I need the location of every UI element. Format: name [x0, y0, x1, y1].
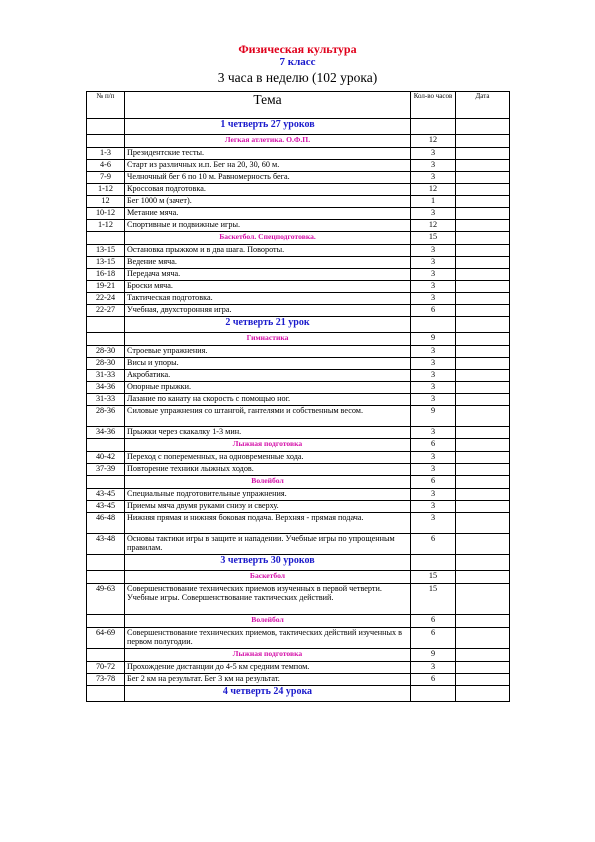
row-hours-cell: 6: [411, 305, 456, 317]
row-topic-cell: Ведение мяча.: [125, 257, 411, 269]
row-number-cell: 31-33: [87, 370, 125, 382]
table-row: [87, 257, 510, 269]
row-number-cell: 49-63: [87, 584, 125, 615]
table-row: [87, 452, 510, 464]
section-label: Баскетбол: [125, 571, 411, 584]
row-date-cell: [456, 135, 510, 148]
row-date-cell: [456, 439, 510, 452]
table-row: [87, 172, 510, 184]
row-date-cell: [456, 394, 510, 406]
col-header-date: Дата: [456, 92, 510, 119]
quarter-label: 2 четверть 21 урок: [125, 317, 411, 333]
row-date-cell: [456, 333, 510, 346]
row-number-cell: 22-27: [87, 305, 125, 317]
row-number-cell: [87, 476, 125, 489]
quarter-label: 3 четверть 30 уроков: [125, 555, 411, 571]
row-number-cell: 12: [87, 196, 125, 208]
row-topic-cell: Совершенствование технических приемов изученных в первой четверти. Учебные игры. Совершенствование тактических действий.: [125, 584, 411, 615]
row-number-cell: 22-24: [87, 293, 125, 305]
col-header-number: № п/п: [87, 92, 125, 119]
row-hours-cell: 3: [411, 245, 456, 257]
row-hours-cell: 3: [411, 358, 456, 370]
row-number-cell: 43-45: [87, 501, 125, 513]
row-date-cell: [456, 172, 510, 184]
row-hours-cell: 9: [411, 333, 456, 346]
quarter-row: [87, 555, 510, 571]
quarter-label: 4 четверть 24 урока: [125, 686, 411, 702]
row-hours-cell: 6: [411, 534, 456, 555]
row-number-cell: 34-36: [87, 427, 125, 439]
section-row: [87, 439, 510, 452]
row-hours-cell: [411, 686, 456, 702]
row-hours-cell: 12: [411, 184, 456, 196]
row-date-cell: [456, 257, 510, 269]
section-label: Гимнастика: [125, 333, 411, 346]
table-row: [87, 489, 510, 501]
row-topic-cell: Передача мяча.: [125, 269, 411, 281]
row-hours-cell: 3: [411, 160, 456, 172]
row-hours-cell: 3: [411, 269, 456, 281]
row-topic-cell: Опорные прыжки.: [125, 382, 411, 394]
row-hours-cell: 12: [411, 135, 456, 148]
table-body: [87, 119, 510, 702]
row-date-cell: [456, 662, 510, 674]
section-row: [87, 615, 510, 628]
table-row: [87, 208, 510, 220]
table-row: [87, 406, 510, 427]
curriculum-table: [86, 91, 510, 702]
row-topic-cell: Учебная, двухсторонняя игра.: [125, 305, 411, 317]
table-row: [87, 160, 510, 172]
table-row: [87, 501, 510, 513]
row-hours-cell: 3: [411, 427, 456, 439]
row-number-cell: 40-42: [87, 452, 125, 464]
row-date-cell: [456, 148, 510, 160]
row-date-cell: [456, 649, 510, 662]
table-row: [87, 674, 510, 686]
row-date-cell: [456, 464, 510, 476]
row-number-cell: 70-72: [87, 662, 125, 674]
table-row: [87, 382, 510, 394]
row-number-cell: 28-30: [87, 358, 125, 370]
row-hours-cell: 3: [411, 382, 456, 394]
section-label: Волейбол: [125, 476, 411, 489]
row-number-cell: [87, 333, 125, 346]
section-row: [87, 232, 510, 245]
row-topic-cell: Нижняя прямая и нижняя боковая подача. Верхняя - прямая подача.: [125, 513, 411, 534]
table-row: [87, 513, 510, 534]
row-date-cell: [456, 584, 510, 615]
row-hours-cell: 3: [411, 394, 456, 406]
row-topic-cell: Бег 2 км на результат. Бег 3 км на результат.: [125, 674, 411, 686]
row-date-cell: [456, 293, 510, 305]
row-date-cell: [456, 476, 510, 489]
row-date-cell: [456, 281, 510, 293]
row-number-cell: 28-30: [87, 346, 125, 358]
row-number-cell: 28-36: [87, 406, 125, 427]
row-date-cell: [456, 208, 510, 220]
row-topic-cell: Приемы мяча двумя руками снизу и сверху.: [125, 501, 411, 513]
row-date-cell: [456, 555, 510, 571]
table-row: [87, 245, 510, 257]
row-topic-cell: Повторение техники лыжных ходов.: [125, 464, 411, 476]
row-number-cell: [87, 555, 125, 571]
row-number-cell: [87, 232, 125, 245]
row-hours-cell: 6: [411, 615, 456, 628]
row-number-cell: 10-12: [87, 208, 125, 220]
row-date-cell: [456, 160, 510, 172]
row-topic-cell: Силовые упражнения со штангой, гантелями и собственным весом.: [125, 406, 411, 427]
row-date-cell: [456, 220, 510, 232]
quarter-row: [87, 317, 510, 333]
row-date-cell: [456, 615, 510, 628]
table-row: [87, 269, 510, 281]
row-number-cell: [87, 119, 125, 135]
table-row: [87, 534, 510, 555]
row-date-cell: [456, 184, 510, 196]
row-number-cell: 4-6: [87, 160, 125, 172]
row-number-cell: 1-12: [87, 184, 125, 196]
row-hours-cell: 15: [411, 571, 456, 584]
row-number-cell: [87, 649, 125, 662]
subject-title: Физическая культура: [238, 42, 357, 56]
row-number-cell: 31-33: [87, 394, 125, 406]
row-date-cell: [456, 489, 510, 501]
row-date-cell: [456, 305, 510, 317]
table-row: [87, 293, 510, 305]
row-number-cell: 1-12: [87, 220, 125, 232]
row-hours-cell: 12: [411, 220, 456, 232]
row-topic-cell: Прыжки через скакалку 1-3 мин.: [125, 427, 411, 439]
row-number-cell: 13-15: [87, 257, 125, 269]
quarter-label: 1 четверть 27 уроков: [125, 119, 411, 135]
row-hours-cell: 1: [411, 196, 456, 208]
row-topic-cell: Броски мяча.: [125, 281, 411, 293]
section-row: [87, 571, 510, 584]
section-label: Лыжная подготовка: [125, 649, 411, 662]
row-date-cell: [456, 674, 510, 686]
row-date-cell: [456, 382, 510, 394]
row-date-cell: [456, 269, 510, 281]
row-date-cell: [456, 232, 510, 245]
row-topic-cell: Метание мяча.: [125, 208, 411, 220]
table-row: [87, 370, 510, 382]
row-topic-cell: Президентские тесты.: [125, 148, 411, 160]
row-date-cell: [456, 427, 510, 439]
document-header: [0, 42, 595, 85]
row-number-cell: 73-78: [87, 674, 125, 686]
quarter-row: [87, 686, 510, 702]
row-date-cell: [456, 119, 510, 135]
section-row: [87, 476, 510, 489]
row-number-cell: 7-9: [87, 172, 125, 184]
row-topic-cell: Переход с попеременных, на одновременные хода.: [125, 452, 411, 464]
row-number-cell: 37-39: [87, 464, 125, 476]
row-hours-cell: 9: [411, 406, 456, 427]
row-topic-cell: Кроссовая подготовка.: [125, 184, 411, 196]
row-date-cell: [456, 452, 510, 464]
row-number-cell: [87, 439, 125, 452]
row-topic-cell: Специальные подготовительные упражнения.: [125, 489, 411, 501]
row-hours-cell: 3: [411, 208, 456, 220]
row-number-cell: [87, 135, 125, 148]
table-row: [87, 358, 510, 370]
col-header-topic: Тема: [125, 92, 411, 119]
row-number-cell: 43-45: [87, 489, 125, 501]
row-number-cell: 64-69: [87, 628, 125, 649]
row-hours-cell: 3: [411, 346, 456, 358]
quarter-row: [87, 119, 510, 135]
row-date-cell: [456, 358, 510, 370]
row-hours-cell: [411, 119, 456, 135]
row-topic-cell: Строевые упражнения.: [125, 346, 411, 358]
row-date-cell: [456, 196, 510, 208]
row-hours-cell: 3: [411, 293, 456, 305]
table-row: [87, 394, 510, 406]
row-date-cell: [456, 501, 510, 513]
hours-title: 3 часа в неделю (102 урока): [217, 70, 378, 85]
grade-title: 7 класс: [279, 56, 316, 68]
row-hours-cell: 15: [411, 584, 456, 615]
table-row: [87, 305, 510, 317]
row-topic-cell: Основы тактики игры в защите и нападении. Учебные игры по упрощенным правилам.: [125, 534, 411, 555]
row-hours-cell: 3: [411, 464, 456, 476]
row-date-cell: [456, 534, 510, 555]
row-hours-cell: 3: [411, 489, 456, 501]
section-label: Лыжная подготовка: [125, 439, 411, 452]
row-hours-cell: 3: [411, 501, 456, 513]
row-date-cell: [456, 346, 510, 358]
row-hours-cell: 6: [411, 439, 456, 452]
row-topic-cell: Акробатика.: [125, 370, 411, 382]
section-row: [87, 135, 510, 148]
table-row: [87, 464, 510, 476]
row-topic-cell: Бег 1000 м (зачет).: [125, 196, 411, 208]
table-row: [87, 584, 510, 615]
row-hours-cell: 3: [411, 172, 456, 184]
row-number-cell: 43-48: [87, 534, 125, 555]
row-hours-cell: 3: [411, 662, 456, 674]
row-number-cell: 16-18: [87, 269, 125, 281]
table-row: [87, 281, 510, 293]
row-date-cell: [456, 513, 510, 534]
row-hours-cell: [411, 555, 456, 571]
row-date-cell: [456, 628, 510, 649]
section-label: Легкая атлетика. О.Ф.П.: [125, 135, 411, 148]
section-row: [87, 649, 510, 662]
row-hours-cell: 6: [411, 628, 456, 649]
row-hours-cell: 3: [411, 281, 456, 293]
table-row: [87, 148, 510, 160]
row-number-cell: [87, 615, 125, 628]
row-number-cell: 34-36: [87, 382, 125, 394]
table-row: [87, 662, 510, 674]
row-hours-cell: 6: [411, 476, 456, 489]
row-topic-cell: Прохождение дистанции до 4-5 км средним темпом.: [125, 662, 411, 674]
row-date-cell: [456, 571, 510, 584]
section-label: Волейбол: [125, 615, 411, 628]
row-hours-cell: 15: [411, 232, 456, 245]
row-topic-cell: Старт из различных и.п. Бег на 20, 30, 60 м.: [125, 160, 411, 172]
table-header-row: [87, 92, 510, 119]
row-date-cell: [456, 245, 510, 257]
table-row: [87, 346, 510, 358]
col-header-hours: Кол-во часов: [411, 92, 456, 119]
row-topic-cell: Остановка прыжком и в два шага. Повороты.: [125, 245, 411, 257]
row-hours-cell: 6: [411, 674, 456, 686]
row-date-cell: [456, 406, 510, 427]
section-row: [87, 333, 510, 346]
row-topic-cell: Тактическая подготовка.: [125, 293, 411, 305]
table-row: [87, 196, 510, 208]
row-topic-cell: Совершенствование технических приемов, тактических действий изученных в первом полугодии.: [125, 628, 411, 649]
table-row: [87, 628, 510, 649]
row-date-cell: [456, 686, 510, 702]
row-topic-cell: Спортивные и подвижные игры.: [125, 220, 411, 232]
row-number-cell: 1-3: [87, 148, 125, 160]
row-hours-cell: 3: [411, 148, 456, 160]
row-hours-cell: [411, 317, 456, 333]
row-hours-cell: 3: [411, 452, 456, 464]
row-hours-cell: 9: [411, 649, 456, 662]
row-topic-cell: Лазание по канату на скорость с помощью ног.: [125, 394, 411, 406]
row-date-cell: [456, 317, 510, 333]
row-hours-cell: 3: [411, 257, 456, 269]
row-date-cell: [456, 370, 510, 382]
row-topic-cell: Висы и упоры.: [125, 358, 411, 370]
row-number-cell: 46-48: [87, 513, 125, 534]
row-number-cell: [87, 571, 125, 584]
table-row: [87, 220, 510, 232]
table-row: [87, 427, 510, 439]
section-label: Баскетбол. Спецподготовка.: [125, 232, 411, 245]
row-number-cell: 19-21: [87, 281, 125, 293]
row-number-cell: [87, 686, 125, 702]
table-row: [87, 184, 510, 196]
row-hours-cell: 3: [411, 370, 456, 382]
row-hours-cell: 3: [411, 513, 456, 534]
row-number-cell: [87, 317, 125, 333]
row-number-cell: 13-15: [87, 245, 125, 257]
row-topic-cell: Челночный бег 6 по 10 м. Равномерность бега.: [125, 172, 411, 184]
